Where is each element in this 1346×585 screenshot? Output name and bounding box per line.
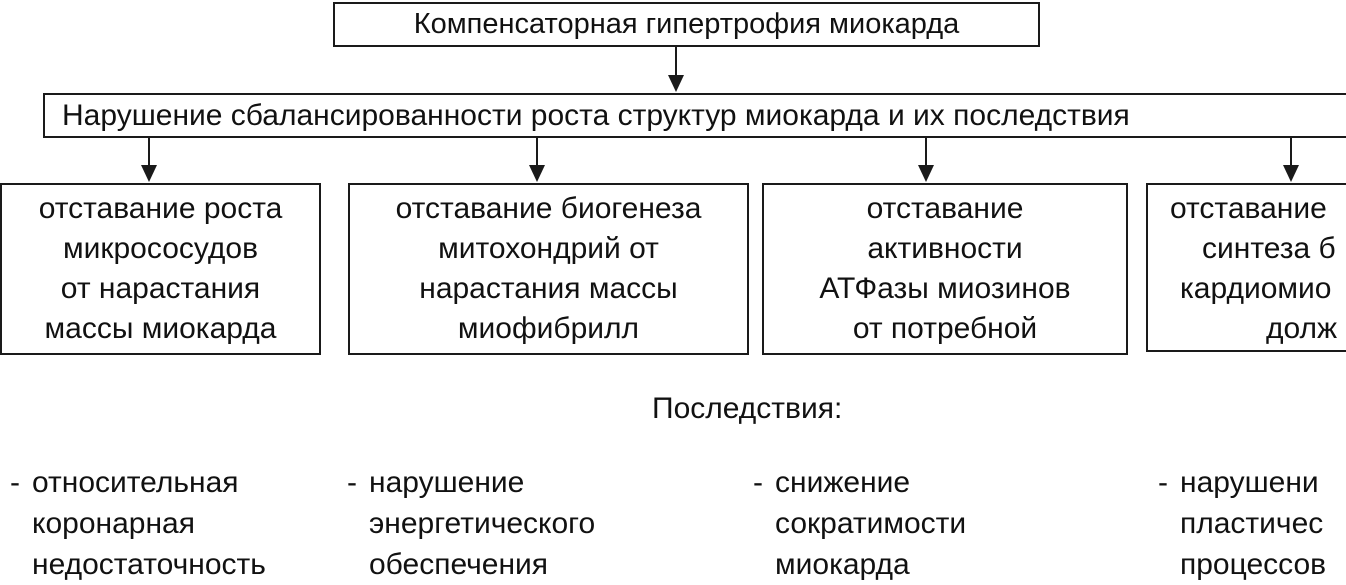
cause-line: микрососудов (62, 232, 259, 265)
cause-line: отставание (1170, 192, 1327, 225)
cause-line: АТФазы миозинов (819, 272, 1071, 305)
cause-line: миофибрилл (457, 312, 640, 345)
consequence-line: сократимости (775, 507, 967, 540)
consequence-line: недостаточность (32, 548, 266, 581)
bullet-dash: - (753, 466, 763, 499)
consequence-coronary (10, 462, 266, 585)
consequence-line: снижение (775, 466, 911, 499)
middle-node (43, 93, 1346, 138)
consequence-plastic (1158, 462, 1326, 585)
cause-line: долж (1266, 312, 1338, 345)
consequence-line: нарушение (369, 466, 525, 499)
consequences-title: Последствия: (652, 392, 843, 425)
cause-line: отставание роста (38, 192, 283, 225)
consequence-contractility (753, 462, 966, 585)
cause-line: нарастания массы (419, 272, 678, 305)
consequence-energy (347, 462, 595, 585)
consequence-line: миокарда (775, 548, 910, 581)
cause-box-mitochondria (348, 183, 749, 355)
consequence-line: относительная (32, 466, 239, 499)
bullet-dash: - (347, 466, 357, 499)
consequence-line: энергетического (369, 507, 596, 540)
cause-line: от потребной (852, 312, 1038, 345)
bullet-dash: - (10, 466, 20, 499)
cause-box-protein-synthesis (1146, 183, 1346, 352)
cause-line: массы миокарда (44, 312, 277, 345)
cause-box-myosin-atpase (762, 183, 1128, 355)
bullet-dash: - (1158, 466, 1168, 499)
cause-line: отставание биогенеза (395, 192, 702, 225)
cause-line: синтеза б (1202, 232, 1336, 265)
cause-line: активности (867, 232, 1023, 265)
consequence-line: коронарная (32, 507, 195, 540)
consequence-line: пластичес (1180, 507, 1324, 540)
consequence-line: процессов (1180, 548, 1327, 581)
top-node (333, 2, 1040, 47)
top-node-label: Компенсаторная гипертрофия миокарда (413, 8, 960, 40)
consequence-line: обеспечения (369, 548, 549, 581)
cause-line: отставание (866, 192, 1024, 225)
middle-node-label: Нарушение сбалансированности роста структур миокарда и их последствия (62, 98, 1130, 132)
cause-line: от нарастания (60, 272, 261, 305)
cause-line: митохондрий от (438, 232, 659, 265)
cause-line: кардиомио (1180, 272, 1332, 305)
cause-box-microvessels (0, 183, 321, 355)
consequence-line: нарушени (1180, 466, 1319, 499)
